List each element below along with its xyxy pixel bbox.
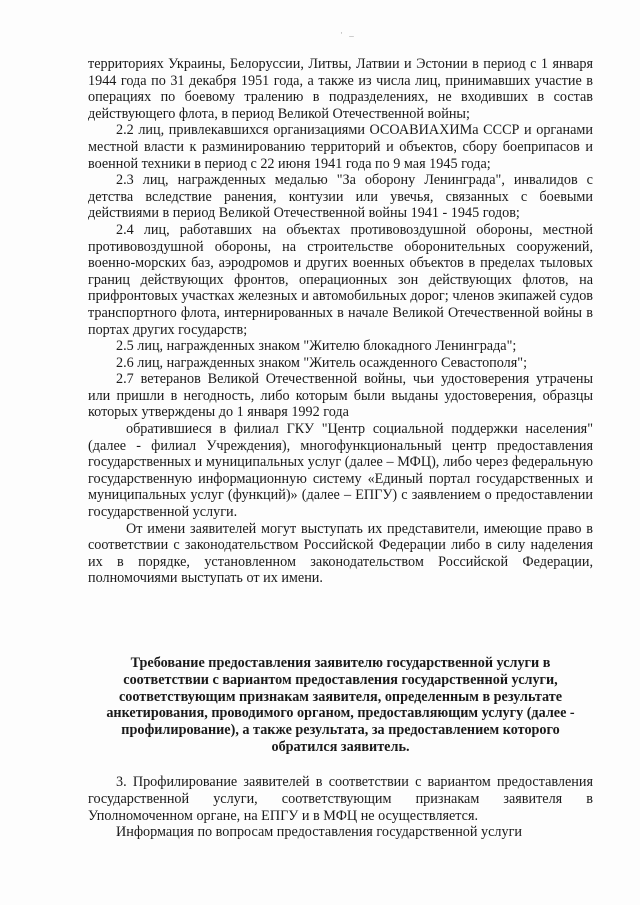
paragraph-2-7: 2.7 ветеранов Великой Отечественной войны, чьи удостоверения утрачены или пришли в негодность, либо которым были выданы удостоверения, образцы которых утверждены до 1 января 1992 года: [88, 371, 593, 421]
document-body: [88, 56, 593, 587]
paragraph-applicants: обратившиеся в филиал ГКУ "Центр социальной поддержки населения" (далее - филиал Учреждения), многофункциональный центр предоставления государственных и муниципальных услуг (далее – МФЦ), либо через федеральную государственную информационную систему «Единый портал государственных и муниципальных услуг (функций)» (далее – ЕПГУ) с заявлением о предоставлении государственной услуги.: [88, 421, 593, 521]
paragraph-information: Информация по вопросам предоставления государственной услуги: [116, 824, 523, 841]
scan-mark: · _: [340, 28, 356, 38]
paragraph-2-2: 2.2 лиц, привлекавшихся организациями ОСОАВИАХИМа СССР и органами местной власти к разминированию территорий и объектов, сбору боеприпасов и военной техники в период с 22 июня 1941 года по 9 мая 1945 года;: [88, 122, 593, 172]
paragraph-3: 3. Профилирование заявителей в соответствии с вариантом предоставления государственной услуги, соответствующим признакам заявителя в Уполномоченном органе, на ЕПГУ и в МФЦ не осуществляется.: [88, 774, 593, 824]
paragraph-representatives: От имени заявителей могут выступать их представители, имеющие право в соответствии с законодательством Российской Федерации либо в силу наделения их в порядке, установленном законодательством Российской Федерации, полномочиями выступать от их имени.: [88, 520, 593, 587]
paragraph-continuation: территориях Украины, Белоруссии, Литвы, Латвии и Эстонии в период с 1 января 1944 года по 31 декабря 1951 года, а также из числа лиц, принимавших участие в операциях по боевому тралению в подразделениях, не входивших в состав действующего флота, в период Великой Отечественной войны;: [88, 56, 593, 122]
paragraph-2-6: 2.6 лиц, награжденных знаком "Житель осажденного Севастополя";: [116, 354, 528, 371]
section-heading: Требование предоставления заявителю государственной услуги в соответствии с вариантом предоставления государственной услуги, соответствующим признакам заявителя, определенным в результате анкетирования, проводимого органом, предоставляющим услугу (далее - профилирование), а также результата, за предоставлением которого обратился заявитель.: [106, 655, 575, 755]
paragraph-2-3: 2.3 лиц, награжденных медалью "За оборону Ленинграда", инвалидов с детства вследствие ранения, контузии или увечья, связанных с боевыми действиями в период Великой Отечественной войны 1941 - 1945 годов;: [88, 172, 593, 222]
section-body: [88, 774, 593, 841]
paragraph-2-5: 2.5 лиц, награжденных знаком "Жителю блокадного Ленинграда";: [116, 338, 517, 355]
paragraph-2-4: 2.4 лиц, работавших на объектах противовоздушной обороны, местной противовоздушной обороны, на строительстве оборонительных сооружений, военно-морских баз, аэродромов и других военных объектов в пределах тыловых границ действующих фронтов, операционных зон действующих флотов, на прифронтовых участках железных и автомобильных дорог; членов экипажей судов транспортного флота, интернированных в начале Великой Отечественной войны в портах других государств;: [88, 221, 593, 338]
